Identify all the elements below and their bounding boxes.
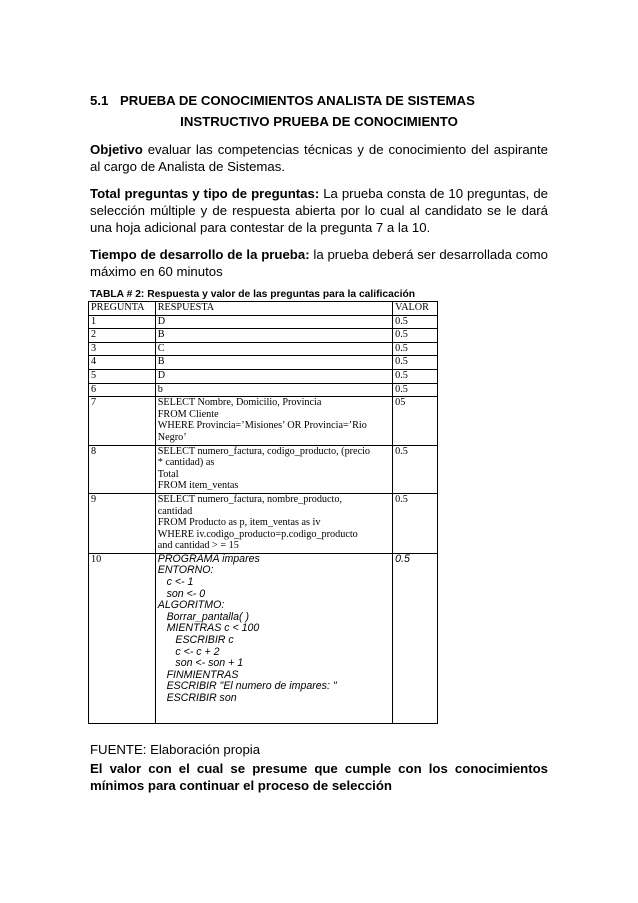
table-row	[89, 493, 438, 553]
objetivo-paragraph	[90, 141, 548, 175]
cell-valor: 0.5	[393, 553, 438, 723]
cell-valor: 0.5	[393, 356, 438, 370]
cell-respuesta	[155, 315, 392, 329]
cell-pregunta: 10	[89, 553, 156, 723]
table-caption: TABLA # 2: Respuesta y valor de las preguntas para la calificación	[90, 289, 416, 300]
respuesta-line: WHERE iv.codigo_producto=p.codigo_producto	[157, 528, 358, 540]
respuesta-line: B	[157, 356, 165, 368]
respuesta-line: FROM item_ventas	[157, 480, 239, 492]
table-row	[89, 445, 438, 493]
respuesta-line: b	[157, 383, 163, 395]
respuesta-line: * cantidad) as	[157, 457, 215, 469]
respuesta-line: D	[157, 315, 166, 327]
respuesta-line: cantidad	[157, 505, 193, 517]
table-row	[89, 315, 438, 329]
objetivo-label: Objetivo	[90, 142, 143, 157]
respuesta-line: SELECT numero_factura, codigo_producto, (precio	[157, 445, 371, 457]
respuesta-line: Negro’	[157, 431, 187, 443]
cell-pregunta: 4	[89, 356, 156, 370]
respuesta-line: C	[157, 342, 165, 354]
cell-respuesta	[155, 342, 392, 356]
section-number: 5.1	[90, 93, 109, 108]
header-pregunta: PREGUNTA	[89, 302, 156, 316]
cell-pregunta: 3	[89, 342, 156, 356]
table-header-row	[89, 302, 438, 316]
cell-respuesta	[155, 493, 392, 553]
table-row	[89, 342, 438, 356]
cell-respuesta	[155, 369, 392, 383]
cell-pregunta: 6	[89, 383, 156, 397]
respuesta-line: ENTORNO:	[157, 564, 214, 577]
total-preguntas-text: La prueba consta de 10 preguntas, de selección múltiple y de respuesta abierta por lo cual al candidato se le dará una hoja adicional para contestar de la pregunta 7 a la 10.	[90, 186, 548, 236]
cell-valor: 0.5	[393, 383, 438, 397]
respuesta-line: SELECT numero_factura, nombre_producto,	[157, 493, 343, 505]
respuesta-line: B	[157, 329, 165, 341]
header-respuesta: RESPUESTA	[155, 302, 392, 316]
respuesta-line: ESCRIBIR son	[157, 692, 237, 704]
header-valor: VALOR	[393, 302, 438, 316]
respuesta-line: c <- c + 2	[157, 645, 220, 658]
respuesta-line: son <- son + 1	[157, 657, 244, 670]
respuesta-line: FROM Producto as p, item_ventas as iv	[157, 517, 321, 529]
table-body	[89, 315, 438, 723]
cell-valor: 0.5	[393, 315, 438, 329]
answers-table	[88, 301, 438, 724]
respuesta-line: SELECT Nombre, Domicilio, Provincia	[157, 397, 322, 409]
cell-valor: 0.5	[393, 445, 438, 493]
fuente-note: FUENTE: Elaboración propia	[90, 742, 261, 757]
cell-pregunta: 9	[89, 493, 156, 553]
cell-valor: 05	[393, 397, 438, 445]
cell-respuesta	[155, 356, 392, 370]
cell-respuesta	[155, 553, 392, 723]
tiempo-label: Tiempo de desarrollo de la prueba:	[90, 247, 310, 262]
table-row	[89, 397, 438, 445]
tiempo-paragraph	[90, 246, 548, 280]
section-heading	[90, 93, 475, 108]
respuesta-line: Borrar_pantalla( )	[157, 610, 250, 623]
respuesta-line: ESCRIBIR "El numero de impares: "	[157, 680, 337, 693]
cell-respuesta	[155, 397, 392, 445]
conclusion-paragraph: El valor con el cual se presume que cumple con los conocimientos mínimos para continuar el proceso de selección	[90, 761, 548, 794]
tiempo-text: la prueba deberá ser desarrollada como máximo en 60 minutos	[90, 247, 548, 280]
cell-respuesta	[155, 383, 392, 397]
cell-valor: 0.5	[393, 329, 438, 343]
cell-respuesta	[155, 445, 392, 493]
respuesta-line: ALGORITMO:	[157, 599, 225, 612]
respuesta-line: son <- 0	[157, 587, 206, 600]
table-row	[89, 356, 438, 370]
section-title: PRUEBA DE CONOCIMIENTOS ANALISTA DE SISTEMAS	[120, 93, 475, 108]
total-preguntas-paragraph	[90, 185, 548, 237]
table-row	[89, 383, 438, 397]
cell-respuesta	[155, 329, 392, 343]
respuesta-line: FROM Cliente	[157, 408, 219, 420]
cell-pregunta: 5	[89, 369, 156, 383]
cell-valor: 0.5	[393, 342, 438, 356]
table-row	[89, 553, 438, 723]
cell-pregunta: 8	[89, 445, 156, 493]
cell-valor: 0.5	[393, 493, 438, 553]
section-subheading: INSTRUCTIVO PRUEBA DE CONOCIMIENTO	[180, 114, 458, 129]
respuesta-line: MIENTRAS c < 100	[157, 622, 260, 635]
objetivo-text: evaluar las competencias técnicas y de conocimiento del aspirante al cargo de Analista de Sistemas.	[90, 142, 548, 175]
cell-pregunta: 7	[89, 397, 156, 445]
cell-valor: 0.5	[393, 369, 438, 383]
respuesta-line: D	[157, 369, 166, 381]
total-preguntas-label: Total preguntas y tipo de preguntas:	[90, 186, 320, 201]
table-row	[89, 369, 438, 383]
cell-pregunta: 2	[89, 329, 156, 343]
respuesta-line: ESCRIBIR c	[157, 634, 234, 647]
respuesta-line: PROGRAMA impares	[157, 552, 260, 565]
respuesta-line: c <- 1	[157, 576, 194, 589]
respuesta-line: Total	[157, 468, 179, 480]
respuesta-line: FINMIENTRAS	[157, 668, 239, 681]
cell-pregunta: 1	[89, 315, 156, 329]
respuesta-line: and cantidad > = 15	[157, 540, 239, 552]
table-row	[89, 329, 438, 343]
respuesta-line: WHERE Provincia=’Misiones’ OR Provincia=’Rio	[157, 420, 367, 432]
